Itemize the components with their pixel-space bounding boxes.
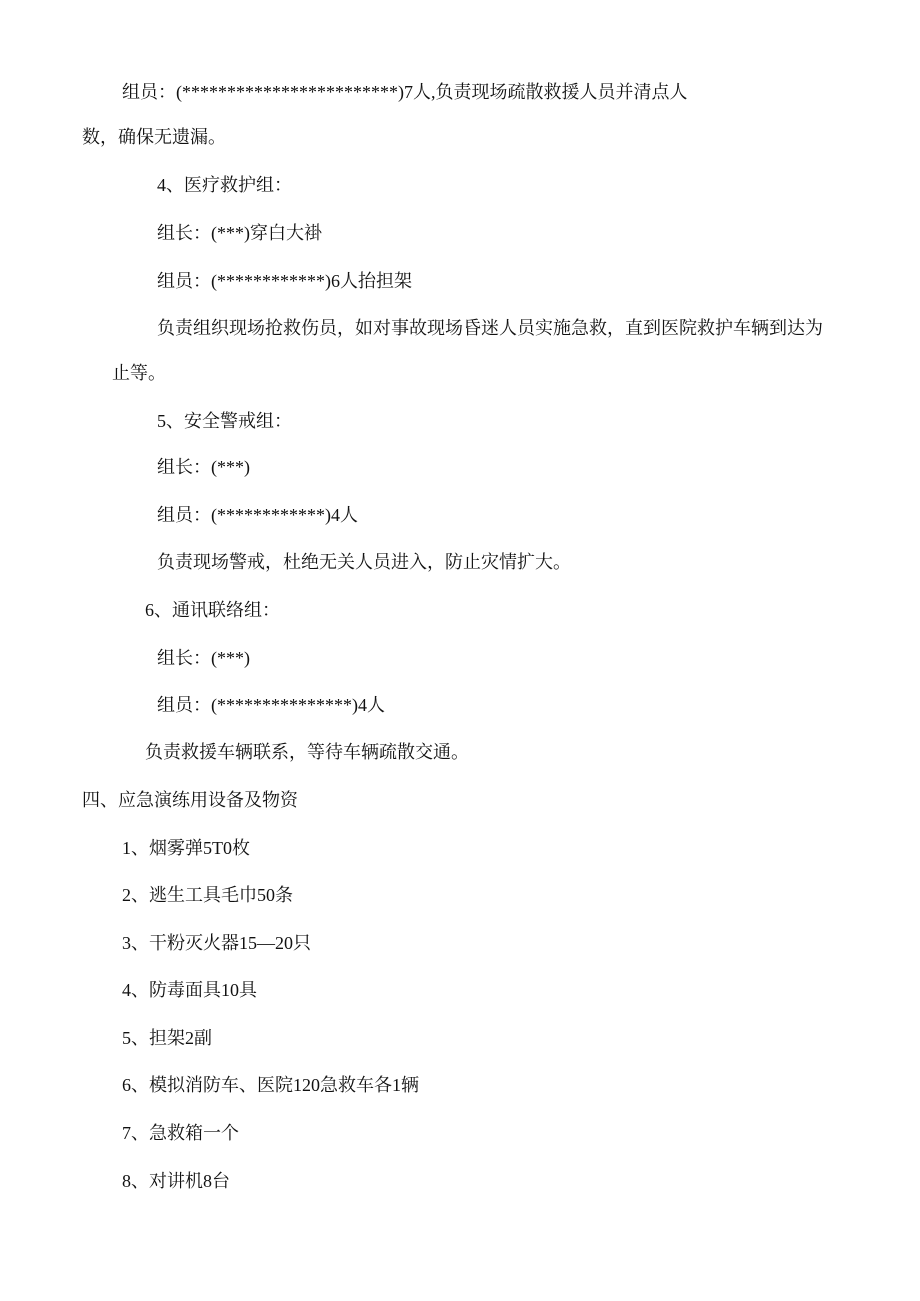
communication-group-duty: 负责救援车辆联系，等待车辆疏散交通。 [145, 742, 469, 762]
communication-group-heading: 6、通讯联络组： [145, 600, 280, 620]
equipment-item: 2、逃生工具毛巾50条 [122, 885, 293, 905]
equipment-item: 6、模拟消防车、医院120急救车各1辆 [122, 1075, 419, 1095]
equipment-item: 1、烟雾弹5T0枚 [122, 838, 250, 858]
equipment-item: 5、担架2副 [122, 1028, 212, 1048]
equipment-section-heading: 四、应急演练用设备及物资 [82, 790, 298, 810]
evacuation-members-line-continued: 数，确保无遗漏。 [82, 127, 226, 147]
equipment-item: 3、干粉灭火器15—20只 [122, 933, 311, 953]
evacuation-members-line: 组员：(************************)7人,负责现场疏散救援人员并清点人 [122, 82, 688, 102]
equipment-item: 7、急救箱一个 [122, 1123, 239, 1143]
security-group-members: 组员：(************)4人 [157, 505, 358, 525]
security-group-duty: 负责现场警戒，杜绝无关人员进入，防止灾情扩大。 [157, 552, 571, 572]
medical-group-heading: 4、医疗救护组： [157, 175, 292, 195]
medical-group-members: 组员：(************)6人抬担架 [157, 271, 412, 291]
medical-group-leader: 组长：(***)穿白大褂 [157, 223, 322, 243]
security-group-heading: 5、安全警戒组： [157, 411, 292, 431]
security-group-leader: 组长：(***) [157, 457, 250, 477]
communication-group-leader: 组长：(***) [157, 648, 250, 668]
medical-group-duty-continued: 止等。 [112, 363, 166, 383]
medical-group-duty: 负责组织现场抢救伤员，如对事故现场昏迷人员实施急救，直到医院救护车辆到达为 [157, 318, 823, 338]
equipment-item: 4、防毒面具10具 [122, 980, 257, 1000]
equipment-item: 8、对讲机8台 [122, 1171, 230, 1191]
communication-group-members: 组员：(***************)4人 [157, 695, 385, 715]
